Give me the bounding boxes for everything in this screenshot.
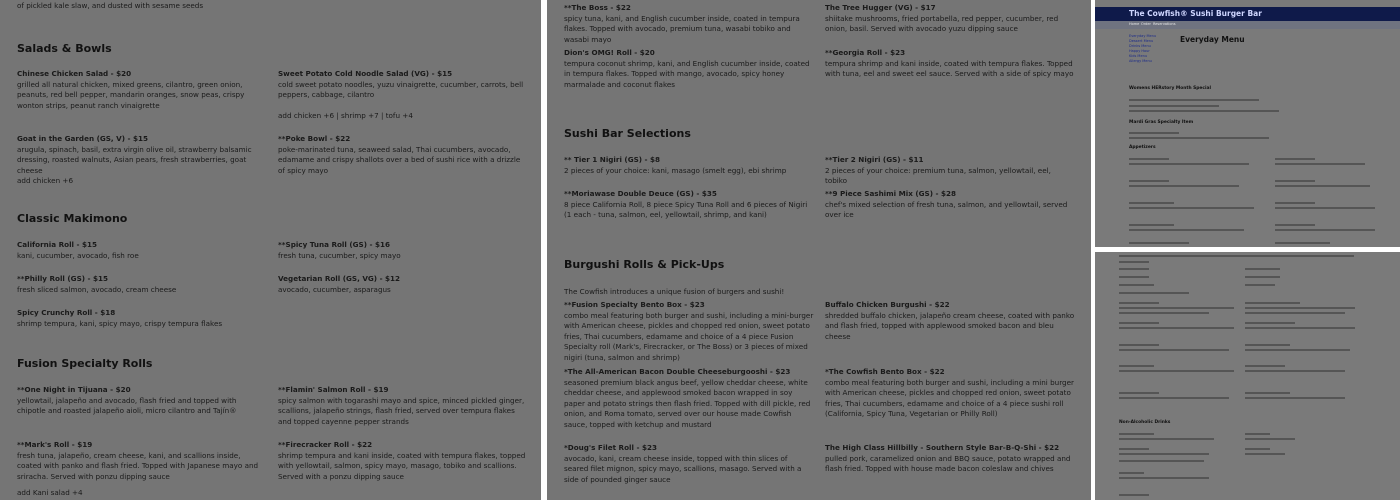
text-line	[1119, 255, 1354, 257]
item-name: **The Boss - $22	[564, 3, 631, 12]
item-desc: shrimp tempura, kani, spicy mayo, crispy tempura flakes	[17, 318, 223, 328]
nav-reservations[interactable]: Reservations	[1153, 22, 1176, 26]
menu-panel-middle	[547, 0, 1091, 500]
menu-item	[825, 443, 1075, 475]
site-thumbnail-top	[1095, 0, 1400, 247]
site-thumbnail-bottom	[1095, 252, 1400, 500]
text-line	[1119, 302, 1159, 304]
nav-order[interactable]: Order	[1141, 22, 1151, 26]
item-name: *Doug's Filet Roll - $23	[564, 443, 657, 452]
menu-item	[564, 443, 814, 485]
text-line	[1119, 453, 1209, 455]
text-line	[1119, 448, 1149, 450]
menu-item	[17, 440, 265, 499]
item-desc: spicy tuna, kani, and English cucumber inside, coated in tempura flakes. Topped with avocado, premium tuna, wasabi tobiko and wasabi mayo	[564, 13, 800, 44]
item-desc: fresh tuna, cucumber, spicy mayo	[278, 250, 401, 260]
text-line	[1129, 99, 1259, 101]
text-line	[1245, 302, 1300, 304]
item-name: Spicy Crunchy Roll - $18	[17, 308, 116, 317]
menu-item	[278, 69, 526, 121]
item-desc: fresh tuna, jalapeño, cream cheese, kani, and scallions inside, coated with panko and flash fried. Topped with Japanese mayo and sriracha. Served with ponzu dipping sauce	[17, 450, 259, 481]
item-desc: arugula, spinach, basil, extra virgin olive oil, strawberry balsamic dressing, roasted walnuts, Asian pears, fresh strawberries, goat cheese	[17, 144, 252, 175]
item-name: **Poke Bowl - $22	[278, 134, 351, 143]
text-line	[1245, 397, 1345, 399]
item-name: **Spicy Tuna Roll (GS) - $16	[278, 240, 390, 249]
text-line	[1119, 460, 1204, 462]
text-line	[1119, 284, 1154, 286]
item-name: **Philly Roll (GS) - $15	[17, 274, 109, 283]
item-desc: shrimp tempura and kani inside, coated with tempura flakes, topped with yellowtail, salmon, spicy mayo, masago, tobiko and scallions. Served with a ponzu dipping sauce	[278, 450, 526, 481]
item-desc: pulled pork, caramelized onion and BBQ sauce, potato wrapped and flash fried. Topped with house made bacon coleslaw and chives	[825, 453, 1071, 474]
text-line	[1245, 392, 1290, 394]
item-desc: fresh sliced salmon, avocado, cream cheese	[17, 284, 177, 294]
item-desc: combo meal featuring both burger and sushi, including a mini burger with American cheese, pickles and chopped red onion, sweet potato fries, Thai cucumbers, edamame and choice of a 4 piece sushi roll (California, Spicy Tuna, Vegetarian or Philly Roll)	[825, 377, 1074, 419]
item-desc: chef's mixed selection of fresh tuna, salmon, and yellowtail, served over ice	[825, 199, 1068, 220]
menu-item	[278, 274, 526, 295]
menu-item	[17, 134, 265, 187]
menu-item	[278, 440, 526, 482]
text-line	[1129, 132, 1179, 134]
text-line	[1245, 433, 1270, 435]
item-desc: grilled all natural chicken, mixed greens, cilantro, green onion, peanuts, red bell pepper, mandarin oranges, snow peas, crispy wonton strips, peanut ranch vinaigrette	[17, 79, 245, 110]
item-extra: add chicken +6 | shrimp +7 | tofu +4	[278, 110, 413, 120]
text-line	[1245, 284, 1275, 286]
text-line	[1129, 163, 1249, 165]
item-name: **Georgia Roll - $23	[825, 48, 906, 57]
side-link[interactable]: Kids Menu	[1129, 54, 1148, 58]
text-line	[1129, 229, 1244, 231]
menu-item	[564, 48, 814, 90]
text-line	[1119, 494, 1149, 496]
text-line	[1119, 365, 1154, 367]
continued-description: of pickled kale slaw, and dusted with sesame seeds	[17, 1, 204, 10]
menu-item	[564, 155, 814, 176]
text-line	[1275, 158, 1315, 160]
nav-home[interactable]: Home	[1129, 22, 1140, 26]
text-line	[1119, 307, 1234, 309]
text-line	[1119, 472, 1144, 474]
text-line	[1129, 137, 1269, 139]
menu-item	[278, 385, 526, 427]
side-menu-links	[1129, 34, 1156, 64]
menu-item	[17, 308, 265, 329]
text-line	[1119, 261, 1149, 263]
text-line	[1275, 202, 1315, 204]
item-name: **Fusion Specialty Bento Box - $23	[564, 300, 705, 309]
item-name: **9 Piece Sashimi Mix (GS) - $28	[825, 189, 956, 198]
text-line	[1129, 158, 1169, 160]
text-line	[1119, 397, 1229, 399]
item-desc: yellowtail, jalapeño and avocado, flash fried and topped with chipotle and roasted jalapeño aioli, micro cilantro and Tajín®	[17, 395, 237, 416]
menu-panel-left	[0, 0, 541, 500]
text-line	[1275, 180, 1315, 182]
menu-item	[564, 367, 814, 431]
section-title-makimono: Classic Makimono	[17, 212, 128, 225]
text-line	[1119, 349, 1229, 351]
item-desc: shredded buffalo chicken, jalapeño cream cheese, coated with panko and flash fried, topped with applewood smoked bacon and bleu cheese	[825, 310, 1075, 341]
side-link[interactable]: Allergy Menu	[1129, 59, 1152, 63]
mini-section-title: Mardi Gras Specialty Item	[1129, 120, 1194, 125]
text-line	[1245, 453, 1285, 455]
site-nav	[1095, 21, 1400, 29]
item-name: Buffalo Chicken Burgushi - $22	[825, 300, 950, 309]
text-line	[1119, 327, 1234, 329]
item-desc: shiitake mushrooms, fried portabella, red pepper, cucumber, red onion, basil. Served with avocado yuzu dipping sauce	[825, 13, 1059, 34]
section-title-sushi-bar: Sushi Bar Selections	[564, 127, 691, 140]
menu-item	[564, 3, 814, 45]
menu-item	[825, 3, 1075, 35]
item-name: *The All-American Bacon Double Cheeseburgooshi - $23	[564, 367, 791, 376]
item-name: Sweet Potato Cold Noodle Salad (VG) - $15	[278, 69, 453, 78]
item-name: *The Cowfish Bento Box - $22	[825, 367, 945, 376]
site-header	[1095, 7, 1400, 21]
item-name: The Tree Hugger (VG) - $17	[825, 3, 936, 12]
section-title-salads: Salads & Bowls	[17, 42, 112, 55]
item-desc: tempura coconut shrimp, kani, and English cucumber inside, coated in tempura flakes. Topped with mango, avocado, spicy honey marmalade and coconut flakes	[564, 58, 810, 89]
menu-item	[825, 367, 1075, 420]
text-line	[1119, 433, 1154, 435]
section-intro: The Cowfish introduces a unique fusion of burgers and sushi!	[564, 287, 785, 296]
mini-section-title: Appetizers	[1129, 145, 1156, 150]
text-line	[1245, 370, 1345, 372]
menu-item	[17, 240, 265, 261]
menu-item	[825, 300, 1075, 342]
item-desc: 2 pieces of your choice: premium tuna, salmon, yellowtail, eel, tobiko	[825, 165, 1051, 186]
item-desc: tempura shrimp and kani inside, coated with tempura flakes. Topped with tuna, eel and sweet eel sauce. Served with a side of spicy mayo	[825, 58, 1074, 79]
menu-item	[564, 300, 814, 364]
side-link[interactable]: Drinks Menu	[1129, 44, 1151, 48]
item-name: **Firecracker Roll - $22	[278, 440, 373, 449]
item-name: **Mark's Roll - $19	[17, 440, 93, 449]
item-extra: add Kani salad +4	[17, 488, 83, 498]
menu-item	[825, 155, 1075, 187]
text-line	[1129, 180, 1169, 182]
item-desc: kani, cucumber, avocado, fish roe	[17, 250, 139, 260]
text-line	[1129, 185, 1239, 187]
mini-section-title: Womens HERstory Month Special	[1129, 86, 1211, 91]
text-line	[1129, 110, 1279, 112]
item-desc: cold sweet potato noodles, yuzu vinaigrette, cucumber, carrots, bell peppers, cabbage, cilantro	[278, 79, 524, 100]
text-line	[1245, 322, 1295, 324]
item-name: California Roll - $15	[17, 240, 97, 249]
item-desc: avocado, kani, cream cheese inside, topped with thin slices of seared filet mignon, spicy mayo, scallions, masago. Served with a side of pounded ginger sauce	[564, 453, 802, 484]
side-link[interactable]: Everyday Menu	[1129, 34, 1157, 38]
text-line	[1245, 448, 1270, 450]
side-link[interactable]: Dessert Menu	[1129, 39, 1154, 43]
text-line	[1129, 105, 1219, 107]
text-line	[1119, 344, 1159, 346]
item-name: **Tier 2 Nigiri (GS) - $11	[825, 155, 924, 164]
item-name: **Flamin' Salmon Roll - $19	[278, 385, 389, 394]
text-line	[1119, 276, 1149, 278]
item-desc: avocado, cucumber, asparagus	[278, 284, 391, 294]
text-line	[1119, 477, 1209, 479]
item-name: ** Tier 1 Nigiri (GS) - $8	[564, 155, 661, 164]
text-line	[1119, 322, 1159, 324]
text-line	[1119, 312, 1209, 314]
section-title-burgushi: Burgushi Rolls & Pick-Ups	[564, 258, 725, 271]
item-desc: 8 piece California Roll, 8 piece Spicy Tuna Roll and 6 pieces of Nigiri (1 each - tuna, salmon, eel, yellowtail, shrimp, and kani)	[564, 199, 808, 220]
text-line	[1275, 207, 1375, 209]
item-desc: spicy salmon with togarashi mayo and spice, minced pickled ginger, scallions, jalapeño strings, flash fried, served over tempura flakes and topped cayenne pepper strands	[278, 395, 525, 426]
section-title-fusion: Fusion Specialty Rolls	[17, 357, 153, 370]
text-line	[1129, 242, 1189, 244]
item-name: **One Night in Tijuana - $20	[17, 385, 131, 394]
item-name: Goat in the Garden (GS, V) - $15	[17, 134, 149, 143]
text-line	[1275, 224, 1315, 226]
text-line	[1245, 307, 1355, 309]
text-line	[1129, 207, 1254, 209]
text-line	[1275, 242, 1330, 244]
item-desc: 2 pieces of your choice: kani, masago (smelt egg), ebi shrimp	[564, 165, 787, 175]
menu-item	[17, 385, 265, 417]
side-link[interactable]: Happy Hour	[1129, 49, 1150, 53]
menu-item	[17, 69, 265, 111]
item-name: **Moriawase Double Deuce (GS) - $35	[564, 189, 717, 198]
text-line	[1119, 292, 1189, 294]
item-name: Dion's OMG! Roll - $20	[564, 48, 655, 57]
item-desc: combo meal featuring both burger and sushi, including a mini-burger with American cheese, pickles and chopped red onion, sweet potato fries, Thai cucumbers, edamame and choice of a 4 piece Fusion Specialty roll (Mark's, Firecracker, or The Boss) or 3 pieces of mixed nigiri (tuna, salmon and shrimp)	[564, 310, 814, 362]
text-line	[1245, 365, 1285, 367]
item-name: Chinese Chicken Salad - $20	[17, 69, 132, 78]
mini-section-title: Non-Alcoholic Drinks	[1119, 420, 1171, 425]
text-line	[1275, 163, 1365, 165]
text-line	[1129, 202, 1174, 204]
menu-item	[825, 189, 1075, 221]
text-line	[1245, 327, 1355, 329]
item-desc: seasoned premium black angus beef, yellow cheddar cheese, white cheddar cheese, and applewood smoked bacon wrapped in soy paper and potato strings then flash fried. Topped with dill pickle, red onion, and Roma tomato, served over our house made Cowfish sauce, topped with ketchup and mustard	[564, 377, 811, 429]
text-line	[1245, 349, 1350, 351]
item-desc: poke-marinated tuna, seaweed salad, Thai cucumbers, avocado, edamame and crispy shallots over a bed of sushi rice with a drizzle of spicy mayo	[278, 144, 521, 175]
text-line	[1275, 185, 1370, 187]
text-line	[1245, 276, 1280, 278]
item-name: The High Class Hillbilly - Southern Style Bar-B-Q-Shi - $22	[825, 443, 1060, 452]
menu-item	[278, 240, 526, 261]
text-line	[1119, 438, 1214, 440]
page-title: Everyday Menu	[1180, 35, 1245, 44]
text-line	[1119, 392, 1159, 394]
menu-item	[825, 48, 1075, 80]
text-line	[1275, 229, 1375, 231]
menu-item	[564, 189, 814, 221]
text-line	[1245, 268, 1280, 270]
text-line	[1245, 312, 1345, 314]
item-extra: add chicken +6	[17, 176, 74, 186]
menu-item	[278, 134, 526, 176]
item-name: Vegetarian Roll (GS, VG) - $12	[278, 274, 401, 283]
text-line	[1119, 268, 1149, 270]
text-line	[1119, 370, 1234, 372]
text-line	[1129, 224, 1174, 226]
menu-item	[17, 274, 265, 295]
site-brand[interactable]: The Cowfish® Sushi Burger Bar	[1129, 9, 1262, 18]
text-line	[1245, 344, 1290, 346]
text-line	[1245, 438, 1295, 440]
